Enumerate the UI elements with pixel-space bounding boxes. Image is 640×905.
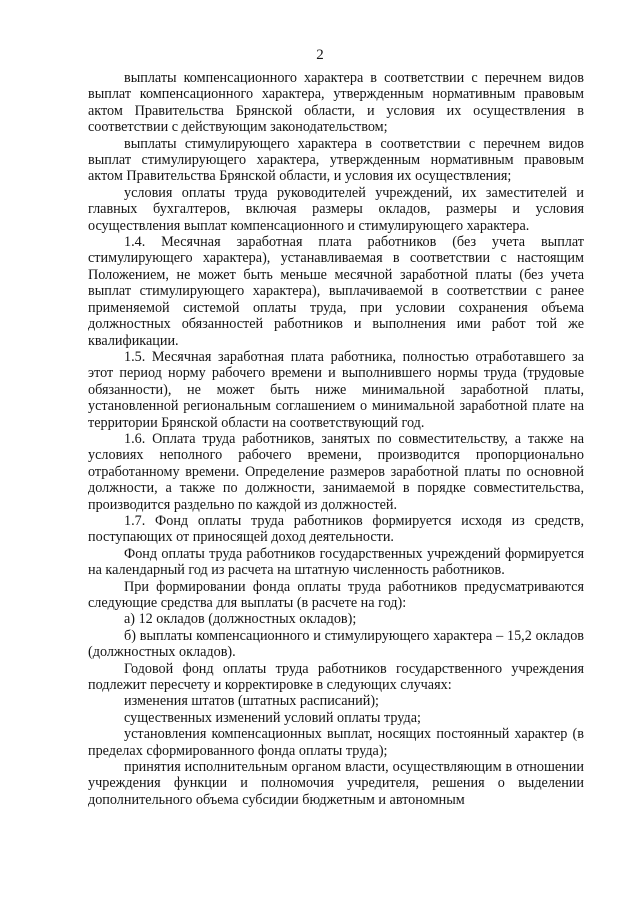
paragraph: 1.5. Месячная заработная плата работника, полностью отработавшего за этот период норму рабочего времени и выполнившего нормы труда (трудовые обязанности), не может быть ниже минимальной заработной платы, установленной региональным соглашением о минимальной заработной плате на территории Брянской области на соответствующий год. <box>88 348 584 431</box>
paragraph: а) 12 окладов (должностных окладов); <box>124 611 357 628</box>
paragraph: выплаты стимулирующего характера в соответствии с перечнем видов выплат стимулирующего характера, утвержденным нормативным правовым актом Правительства Брянской области, и условия их осуществления; <box>88 135 584 185</box>
paragraph: При формировании фонда оплаты труда работников предусматриваются следующие средства для выплаты (в расчете на год): <box>88 578 584 611</box>
paragraph: принятия исполнительным органом власти, осуществляющим в отношении учреждения функции и полномочия учредителя, решения о выделении дополнительного объема субсидии бюджетным и автономным <box>88 759 584 808</box>
paragraph: условия оплаты труда руководителей учреждений, их заместителей и главных бухгалтеров, включая размеры окладов, размеры и условия осуществления выплат компенсационного и стимулирующего характера. <box>88 184 584 234</box>
paragraph: 1.6. Оплата труда работников, занятых по совместительству, а также на условиях неполного рабочего времени, производится пропорционально отработанному времени. Определение размеров заработной платы по основной должности, а также по должности, занимаемой в порядке совместительства, производится раздельно по каждой из должностей. <box>88 430 584 513</box>
paragraph: 1.7. Фонд оплаты труда работников формируется исходя из средств, поступающих от приносящей доход деятельности. <box>88 512 584 546</box>
paragraph: Фонд оплаты труда работников государственных учреждений формируется на календарный год из расчета на штатную численность работников. <box>88 545 584 579</box>
paragraph: 1.4. Месячная заработная плата работников (без учета выплат стимулирующего характера), устанавливаемая в соответствии с настоящим Положением, не может быть меньше месячной заработной платы (без учета выплат стимулирующего характера), выплачиваемой в соответствии с ранее применяемой системой оплаты труда, при условии сохранения объема должностных обязанностей работников и выполнения ими работ той же квалификации. <box>88 234 584 349</box>
paragraph: изменения штатов (штатных расписаний); <box>124 693 380 710</box>
paragraph: выплаты компенсационного характера в соответствии с перечнем видов выплат компенсационного характера, утвержденным нормативным правовым актом Правительства Брянской области, и условия их осуществления в соответствии с действующим законодательством; <box>88 70 584 136</box>
document-body <box>88 70 584 808</box>
paragraph: установления компенсационных выплат, носящих постоянный характер (в пределах сформированного фонда оплаты труда); <box>88 726 584 759</box>
page-number: 2 <box>316 47 324 63</box>
paragraph: существенных изменений условий оплаты труда; <box>124 709 421 726</box>
paragraph: Годовой фонд оплаты труда работников государственного учреждения подлежит пересчету и корректировке в следующих случаях: <box>88 660 584 694</box>
paragraph: б) выплаты компенсационного и стимулирующего характера – 15,2 окладов (должностных окладов). <box>88 627 584 661</box>
